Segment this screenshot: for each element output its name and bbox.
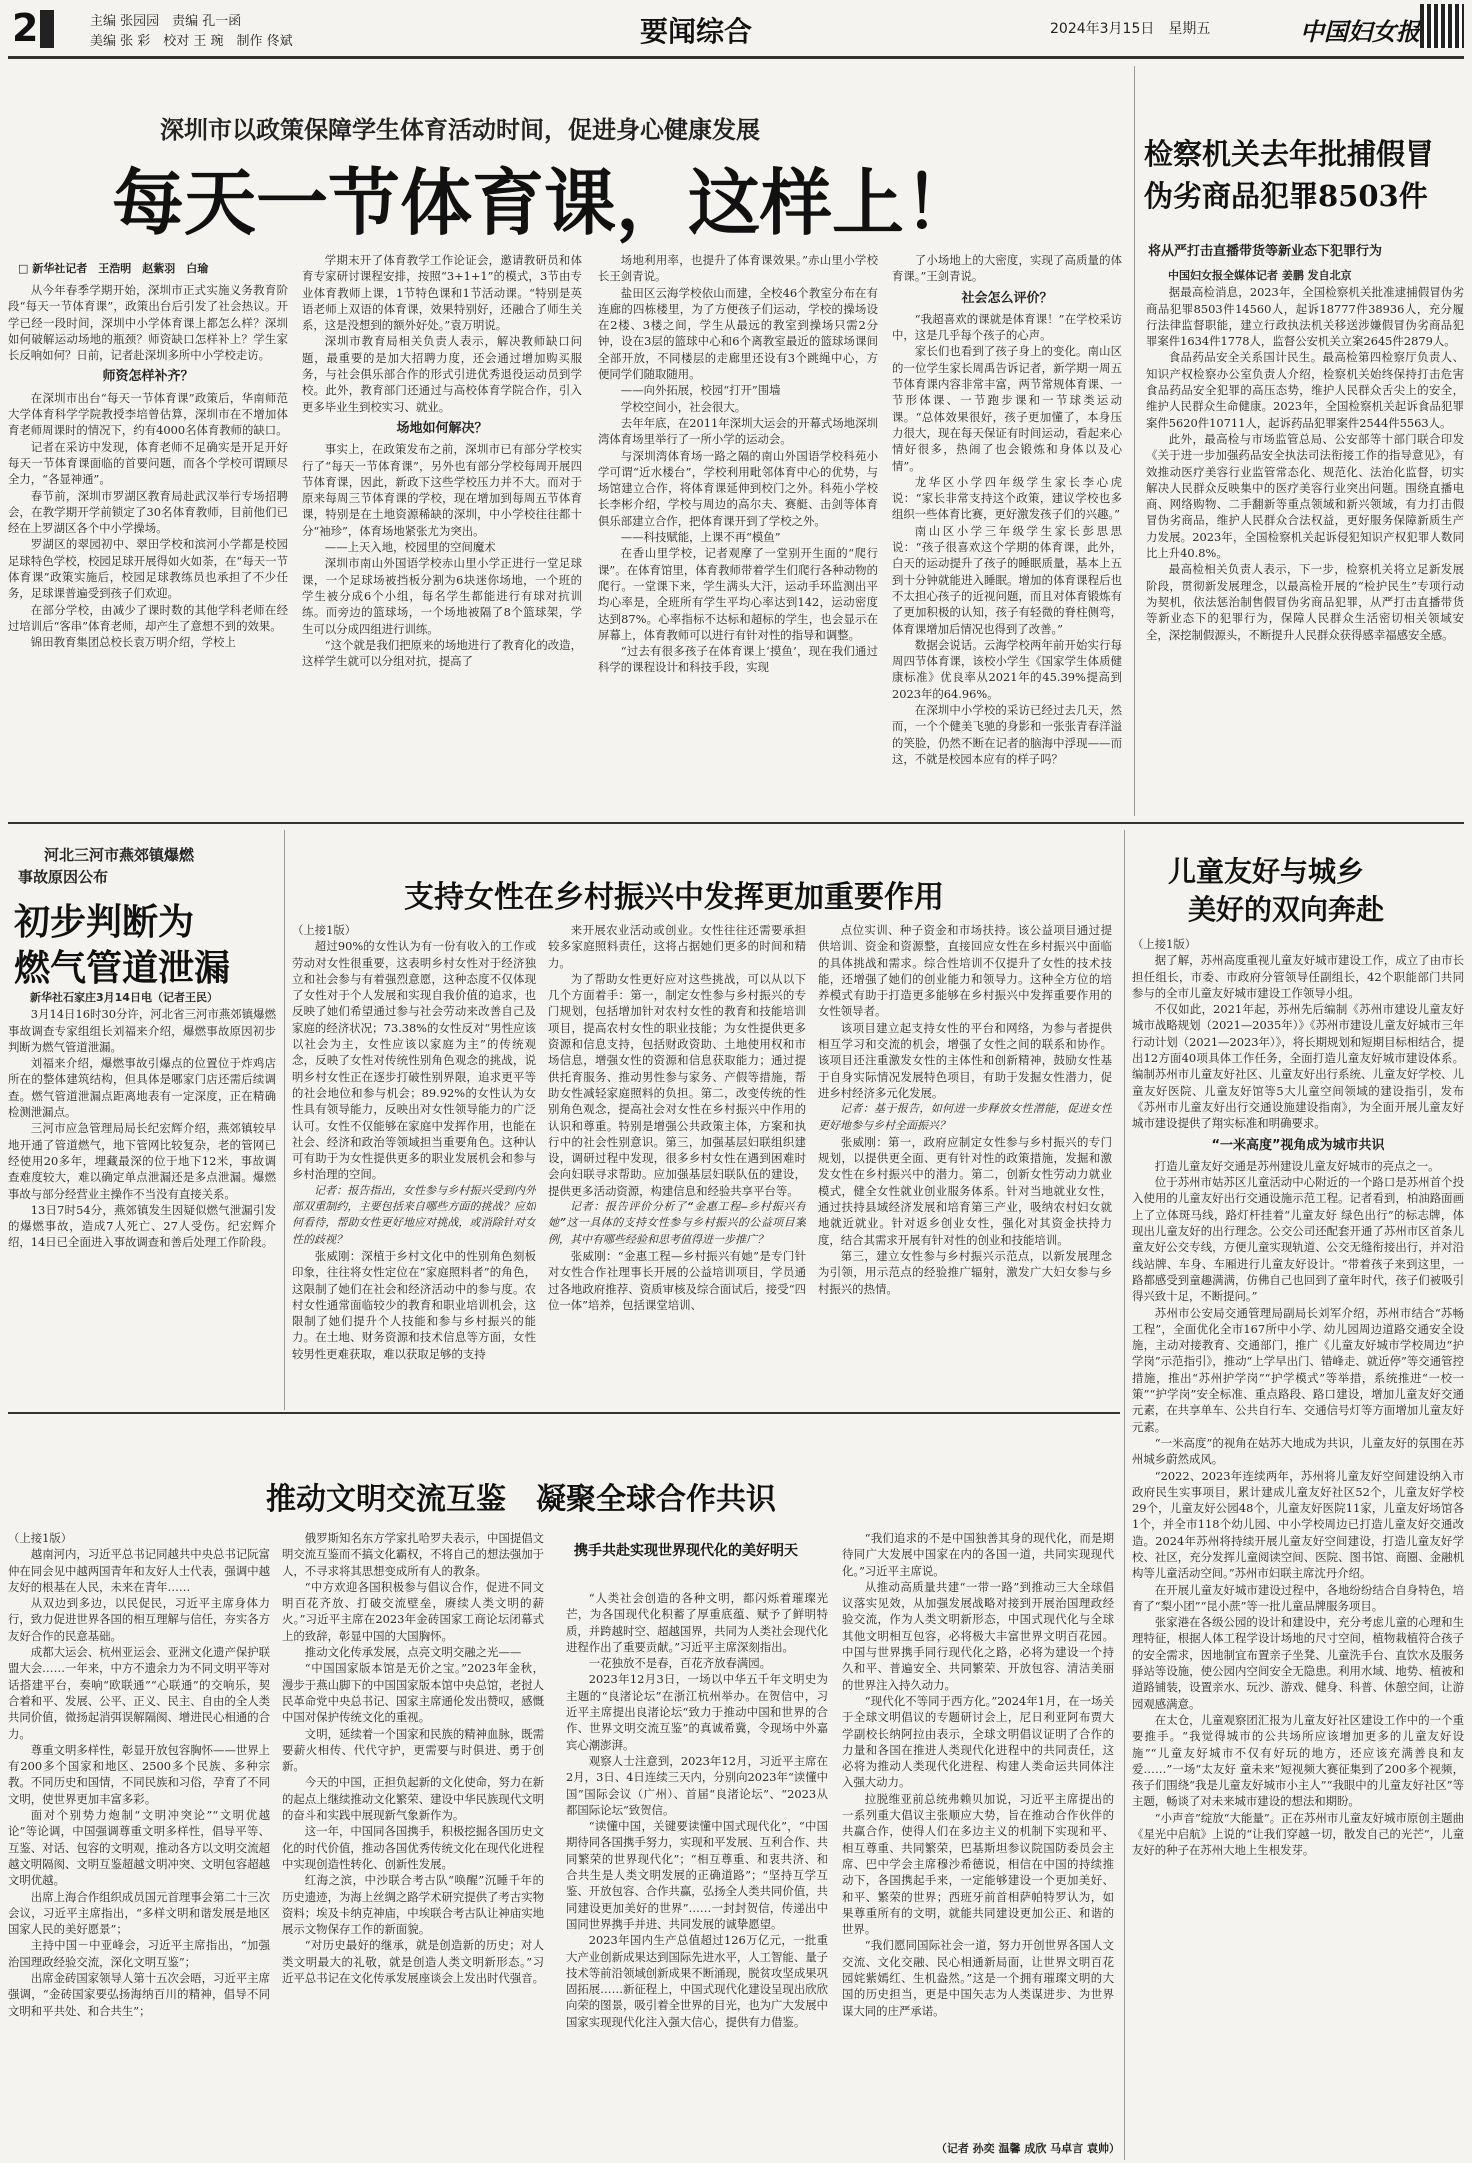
paragraph: 据最高检消息，2023年，全国检察机关批准逮捕假冒伪劣商品犯罪8503件14560人，起诉18777件38936人，充分履行法律监督职能，建立行政执法机关移送涉嫌假冒伪劣商品犯罪案件1634件1778人，监督公安机关立案2645件2879人。 xyxy=(1146,285,1464,349)
page-number-tab xyxy=(40,10,54,48)
continued-label: （上接1版） xyxy=(1132,937,1197,951)
paragraph: 出席上海合作组织成员国元首理事会第二十三次会议，习近平主席指出，“多样文明和谐发展是地区国家人民的美好愿景”； xyxy=(8,1889,270,1937)
women-column-2 xyxy=(548,922,806,1404)
lead-column-3 xyxy=(598,252,878,812)
paragraph: 从推动高质量共建“一带一路”到推动三大全球倡议落实见效，从加强发展战略对接到开展治国理政经验交流，作为人类文明新形态，中国式现代化与全球其他文明相互包容，必将极大丰富世界文明百花园。中国与世界携手同行现代化之路，必将为建设一个持久和平、普遍安全、共同繁荣、开放包容、清洁美丽的世界注入持久动力。 xyxy=(842,1579,1114,1692)
paragraph: 在香山里学校，记者观摩了一堂别开生面的“爬行课”。在体育馆里，体育教师带着学生们爬行各种动物的爬行。一堂课下来，学生满头大汗，运动手环监测出平均心率是，全班所有学生平均心率达到142，运动密度达到87%。心率指标不达标和超标的学生，也会显示在屏幕上，体育教师可以进行有针对性的指导和调整。 xyxy=(598,546,878,642)
section-rule xyxy=(8,1412,1120,1414)
hebei-kicker-line-1: 河北三河市燕郊镇爆燃 xyxy=(44,846,195,864)
paragraph: 张威刚：第一，政府应制定女性参与乡村振兴的专门规划，以提供更全面、更有针对性的政策措施，发掘和激发女性在乡村振兴中的潜力。第二，创新女性劳动力就业模式，健全女性就业创业服务体系。针对当地就业女性，通过扶持县域经济发展和培育第三产业，吸纳农村妇女就地就近就业。针对返乡创业女性，强化对其资金扶持力度，结合其需求开展有针对性的创业和技能培训。 xyxy=(818,1134,1112,1247)
paragraph: 张威刚：深植于乡村文化中的性别角色刻板印象，往往将女性定位在“家庭照料者”的角色，这限制了她们在社会和经济活动中的参与度。农村女性通常面临较少的教育和职业培训机会，这限制了她们提升个人技能和参与乡村振兴的能力。在土地、财务资源和技术信息等方面，女性较男性更难获取，难以获取足够的支持 xyxy=(292,1248,536,1361)
civ-column-1 xyxy=(8,1530,270,2158)
paragraph: 从今年春季学期开始，深圳市正式实施义务教育阶段“每天一节体育课”，政策出台后引发了社会热议。开学已经一段时间，深圳中小学体育课上都怎么样？深圳如何破解运动场地的瓶颈？师资缺口怎样补上？学生家长反响如何？日前，记者赴深圳多所中小学校走访。 xyxy=(8,283,288,363)
paragraph: 最高检相关负责人表示，下一步，检察机关将立足新发展阶段，贯彻新发展理念，以最高检开展的“检护民生”专项行动为契机，依法惩治制售假冒伪劣商品犯罪，从严打击直播带货等新业态下的犯罪行为，保障人民群众生活密切相关领域安全，深挖制假源头，不断提升人民群众获得感幸福感安全感。 xyxy=(1146,562,1464,642)
paragraph: 该项目建立起支持女性的平台和网络，为参与者提供相互学习和交流的机会，增强了女性之间的联系和协作。该项目还注重激发女性的主体性和创新精神，鼓励女性基于自身实际情况发展特色项目，有助于发掘女性潜力，促进乡村经济多元化发展。 xyxy=(818,1020,1112,1100)
paragraph: 南山区小学三年级学生家长彭思思说：“孩子很喜欢这个学期的体育课，此外，白天的运动提升了孩子的睡眠质量，基本上五到十分钟就能进入睡眠。增加的体育课程后也不太担心孩子的近视问题，而且对体育锻炼有了更加积极的认知，孩子有轻微的脊柱侧弯，体育课增加后情况也得到了改善。” xyxy=(892,523,1122,636)
lead-column-2 xyxy=(302,252,582,812)
question: 记者：报告指出，女性参与乡村振兴受到内外部双重制约，主要包括来自哪些方面的挑战？应如何看待，帮助女性更好地应对挑战，或消除针对女性的歧视？ xyxy=(292,1183,536,1246)
paragraph: 来开展农业活动或创业。女性往往还需要承担较多家庭照料责任，这将占据她们更多的时间和精力。 xyxy=(548,923,806,970)
paragraph: 此外，最高检与市场监管总局、公安部等十部门联合印发《关于进一步加强药品安全执法司法衔接工作的指导意见》，有效推动医疗美容行业监管常态化、规范化、法治化监督，切实解决人民群众反映集中的医疗美容行业突出问题。围绕直播电商、网络购物、二手翻新等重点领域和新兴领域，有力打击假冒伪劣商品，维护人民群众合法权益，更好服务保障新质生产力发展。2023年，全国检察机关起诉侵犯知识产权犯罪人数同比上升40.8%。 xyxy=(1146,431,1464,561)
column-divider xyxy=(284,830,285,1410)
paragraph: 推动文化传承发展，点亮文明交融之光—— xyxy=(304,1645,522,1660)
paragraph: 春节前，深圳市罗湖区教育局赴武汉举行专场招聘会，在教学期开学前锁定了30名体育教师，目前他们已经在上罗湖区各个中小学操场。 xyxy=(8,488,288,536)
paragraph: 去年年底，在2011年深圳大运会的开幕式场地深圳湾体育场里举行了一所小学的运动会。 xyxy=(598,415,878,447)
paragraph: 面对个别势力炮制“文明冲突论”“文明优越论”等论调，中国强调尊重文明多样性，倡导平等、互鉴、对话、包容的文明观，推动各方以文明交流超越文明隔阂、文明互鉴超越文明冲突、文明包容超越文明优越。 xyxy=(8,1808,270,1888)
paragraph: 苏州市公安局交通管理局副局长刘军介绍，苏州市结合“苏畅工程”，全面优化全市167所中小学、幼儿园周边道路交通安全设施，主动对接教育、交通部门，推广《儿童友好城市学校周边“护学岗”示范指引》，推动“上学早出门、错峰走、就近停”等交通管控措施，推出“苏州护学岗”“护学模式”等举措，系统推进“一校一策”“护学岗”安全标准、重点路段、路口建设，增加儿童友好交通元素，在共享单车、公共自行车、交通信号灯等方面增加儿童友好元素。 xyxy=(1132,1305,1464,1434)
civ-column-4 xyxy=(842,1530,1114,2142)
paragraph: 深圳市教育局相关负责人表示，解决教师缺口问题，最重要的是加大招聘力度，还会通过增加购买服务，与社会俱乐部合作的形式引进优秀退役运动员到学校。此外，教育部门还通过与高校体育学院合作，引入更多毕业生到校实习、就业。 xyxy=(302,334,582,414)
paragraph: “一米高度”的视角在姑苏大地成为共识，儿童友好的氛围在苏州城乡蔚然成风。 xyxy=(1132,1435,1464,1467)
issue-date: 2024年3月15日 星期五 xyxy=(1050,21,1211,37)
paragraph: “小声音”绽放“大能量”。正在苏州市儿童友好城市原创主题曲《星光中启航》上说的“让我们穿越一切，散发自己的光芒”，儿童友好的种子在苏州大地上生根发芽。 xyxy=(1132,1810,1464,1858)
paragraph: 观察人士注意到，2023年12月，习近平主席在2月，3日、4日连续三天内，分别向2023年“读懂中国”国际会议（广州）、首届“良渚论坛”、“2023从都国际论坛”致贺信。 xyxy=(566,1753,828,1817)
paragraph: 锦田教育集团总校长袁万明介绍，学校上 xyxy=(30,635,236,650)
paragraph: “中方欢迎各国积极参与倡议合作，促进不同文明百花齐放、打破交流壁垒，赓续人类文明的薪火。”习近平主席在2023年金砖国家工商论坛闭幕式上的致辞，彰显中国的大国胸怀。 xyxy=(282,1579,544,1643)
paragraph: 三河市应急管理局局长纪宏辉介绍，燕郊镇较早地开通了管道燃气，地下管网比较复杂，老的管网已经使用20多年，埋藏最深的位于地下12米，事故调查难度较大，难以确定单点泄漏还是多点泄漏。爆燃事故与部分经营业主操作不当没有直接关系。 xyxy=(8,1121,276,1201)
paragraph: 不仅如此，2021年起，苏州先后编制《苏州市建设儿童友好城市战略规划（2021—2035年）》《苏州市建设儿童友好城市三年行动计划（2021—2023年）》，将长期规划和短期目标相结合，提出12方面40项具体工作任务，全面打造儿童友好城市建设体系。编制苏州市儿童友好社区、儿童友好出行系统、儿童友好学校、儿童友好医院、儿童友好馆等5大儿童空间领域的建设指引，发布《苏州市儿童友好出行交通设施建设指南》，为全面开展儿童友好城市建设提供了翔实标准和明确要求。 xyxy=(1132,1002,1464,1131)
paragraph: 刘福来介绍，爆燃事故引爆点的位置位于炸鸡店所在的整体建筑结构，但具体是哪家门店还需后续调查。燃气管道泄漏点距离地表有一定深度，正在精确检测泄漏点。 xyxy=(8,1056,276,1120)
paragraph: “2022、2023年连续两年，苏州将儿童友好空间建设纳入市政府民生实事项目，累计建成儿童友好社区52个，儿童友好学校29个，儿童友好公园48个，儿童友好医院11家，儿童友好场馆各1个，并全市118个幼儿园、中小学校周边已打造儿童友好交通改造。2024年苏州将持续开展儿童友好空间建设，打造儿童友好学校、社区，充分发挥儿童阅读空间、医院、图书馆、商圈、金融机构等儿童活动空间。”苏州市妇联主席沈丹介绍。 xyxy=(1132,1468,1464,1581)
paragraph: “读懂中国，关键要读懂中国式现代化”，“中国期待同各国携手努力，实现和平发展、互利合作、共同繁荣的世界现代化”；“相互尊重、和衷共济、和合共生是人类文明发展的正确道路”；“坚持互学互鉴、开放包容、合作共赢，弘扬全人类共同价值，共同建设更加美好的世界”……一封封贺信，传递出中国同世界携手并进、共同发展的诚挚愿望。 xyxy=(566,1819,828,1931)
qr-code-icon xyxy=(1420,4,1464,48)
hebei-title-line-2: 燃气管道泄漏 xyxy=(14,947,231,989)
paragraph: “对历史最好的继承，就是创造新的历史；对人类文明最大的礼敬，就是创造人类文明新形态。”习近平总书记在文化传承发展座谈会上发出时代强音。 xyxy=(282,1938,544,1986)
paragraph: “我们追求的不是中国独善其身的现代化，而是期待同广大发展中国家在内的各国一道，共同实现现代化。”习近平主席说。 xyxy=(842,1531,1114,1578)
women-column-3 xyxy=(818,922,1112,1404)
paragraph: 在太仓，儿童观察团汇报为儿童友好社区建设工作中的一个重要推手。“我觉得城市的公共场所应该增加更多的儿童友好设施”“儿童友好城市不仅有好玩的地方，还应该充满善良和友爱……”一场“太友好 童未来”短视频大赛征集到了200多个视频，孩子们围绕“我是儿童友好城市小主人”“我眼中的儿童友好社区”等主题，畅谈了对未来城市建设的想法和期盼。 xyxy=(1132,1712,1464,1809)
paragraph: “过去有很多孩子在体育课上‘摸鱼’，现在我们通过科学的课程设计和科技手段，实现 xyxy=(598,644,878,675)
paragraph: 在开展儿童友好城市建设过程中，各地纷纷结合自身特色，培育了“梨小团”“昆小蔗”等一批儿童品牌服务项目。 xyxy=(1132,1582,1464,1613)
question: 记者：基于报告，如何进一步释放女性潜能，促进女性更好地参与乡村全面振兴？ xyxy=(818,1102,1112,1132)
question: 记者：报告评价分析了“金惠工程—乡村振兴有她”这一具体的支持女性参与乡村振兴的公益项目案例，其中有哪些经验和思考值得进一步推广？ xyxy=(548,1200,806,1246)
lead-title: 每天一节体育课，这样上！ xyxy=(112,160,977,245)
column-divider xyxy=(1134,66,1135,816)
paragraph: 今天的中国，正担负起新的文化使命，努力在新的起点上继续推动文化繁荣、建设中华民族现代文明的奋斗和实践中展现新气象新作为。 xyxy=(282,1775,544,1823)
subheading: “一米高度”视角成为城市共识 xyxy=(1211,1137,1385,1153)
paragraph: 成都大运会、杭州亚运会、亚洲文化遗产保护联盟大会……一年来，中方不遗余力为不同文明平等对话搭建平台，奏响“欧联通”“心联通”的交响乐，契合着和平、发展、公平、正义、民主、自由的全人类共同价值，微扬起消弭误解隔阂、增进民心相通的合力。 xyxy=(8,1645,270,1741)
civ-column-2 xyxy=(282,1530,544,2158)
paragraph: “人类社会创造的各种文明，都闪烁着璀璨光芒，为各国现代化积蓄了厚重底蕴、赋予了鲜明特质，并跨越时空、超越国界，共同为人类社会现代化进程作出了重要贡献。”习近平主席深刻指出。 xyxy=(566,1591,828,1654)
paragraph: 红海之滨，中沙联合考古队“唤醒”沉睡千年的历史遗迹，为海上丝绸之路学术研究提供了考古实物资料；埃及卡纳克神庙，中埃联合考古队让神庙实地展示文物保存工作的新面貌。 xyxy=(282,1873,544,1937)
paragraph: 打造儿童友好交通是苏州建设儿童友好城市的亮点之一。 xyxy=(1154,1158,1440,1173)
paragraph: “这个就是我们把原来的场地进行了教育化的改造，这样学生就可以分组对抗，提高了 xyxy=(302,637,582,669)
paragraph: 位于苏州市姑苏区儿童活动中心附近的一个路口是苏州首个投入使用的儿童友好出行交通设施示范工程。记者看到，柏油路面画上了立体斑马线，路灯杆挂着“儿童友好 绿色出行”的标志牌，体现出儿童友好的出行理念。公交公司还配套开通了苏州市区首条儿童友好公交专线，方便儿童实现轨道、公交无缝衔接出行，并对沿线站牌、车身、车厢进行儿童友好设计。“带着孩子来到这里，一路都感受到童趣满满，仿佛自己也回到了童年时代，孩子们被吸引得兴致十足，不断提问。” xyxy=(1132,1175,1464,1304)
paragraph: 食品药品安全关系国计民生。最高检第四检察厅负责人、知识产权检察办公室负责人介绍，检察机关始终保持打击危害食品药品安全犯罪的高压态势，维护人民群众舌尖上的安全，维护人民群众生命健康。2023年，全国检察机关起诉食品犯罪案件5620件10711人，起诉药品犯罪案件2544件5563人。 xyxy=(1146,350,1464,430)
civ-subheading: 携手共赴实现世界现代化的美好明天 xyxy=(574,1543,798,1559)
paragraph: 数据会说话。云海学校两年前开始实行每周四节体育课，该校小学生《国家学生体质健康标准》优良率从2021年的45.39%提高到2023年的64.96%。 xyxy=(892,637,1122,701)
paragraph: 13日7时54分，燕郊镇发生因疑似燃气泄漏引发的爆燃事故，造成7人死亡、27人受伤。纪宏辉介绍，14日已全面进入事故调查和善后处理工作阶段。 xyxy=(8,1202,276,1250)
hebei-body xyxy=(8,990,276,1400)
paper-name: 中国妇女报 xyxy=(1300,18,1420,46)
paragraph: 学校空间小，社会很大。 xyxy=(620,399,747,414)
paragraph: 记者在采访中发现，体育老师不足确实是开足开好每天一节体育课面临的首要问题，而各个学校可谓顾尽全力，“各显神通”。 xyxy=(8,439,288,487)
paragraph: 家长们也看到了孩子身上的变化。南山区的一位学生家长周禹告诉记者，新学期一周五节体育课内容非常丰富，两节常规体育课、一节形体课、一节跑步课和一节球类运动课。“总体效果很好，孩子更加懂了，本身压力很大，现在每天保证有时间运动，看起来心情好很多，热闹了也会锻炼和身体以及心情”。 xyxy=(892,344,1122,473)
paragraph: 尊重文明多样性，彰显开放包容胸怀——世界上有200多个国家和地区、2500多个民族、多种宗教。不同历史和国情，不同民族和习俗，孕育了不同文明，使世界更加丰富多彩。 xyxy=(8,1742,270,1806)
byline: 中国妇女报全媒体记者 姜鹏 发自北京 xyxy=(1168,269,1352,282)
paragraph: 一花独放不是春，百花齐放春满园。 xyxy=(588,1656,772,1671)
paragraph: 超过90%的女性认为有一份有收入的工作或劳动对女性很重要，这表明乡村女性对于经济独立和社会参与有着强烈意愿，这种态度不仅体现了女性对于个人发展和实现自我价值的追求，也反映了她们希望通过参与社会劳动来改善自己及家庭的经济状况；73.38%的女性反对“男性应该以社会为主，女性应该以家庭为主”的传统观念，反映了女性对传统性别角色观念的挑战，说明乡村女性正在逐步打破性别界限，追求更平等的社会地位和参与机会；89.92%的女性认为女性具有领导能力，反映出对女性领导能力的广泛认可。女性不仅能够在家庭中发挥作用，也能在社会、经济和政治等领域担当重要角色。这种认可有助于为女性提供更多的职业发展机会和参与乡村治理的空间。 xyxy=(292,939,536,1182)
paragraph: “现代化不等同于西方化。”2024年1月，在一场关于全球文明倡议的专题研讨会上，尼日利亚阿布贾大学副校长纳阿拉由表示，全球文明倡议证明了合作的力量和各国在推进人类现代化进程中的共同责任，这必将为推动人类现代化进程、构建人类命运共同体注入强大动力。 xyxy=(842,1693,1114,1790)
lead-kicker: 深圳市以政策保障学生体育活动时间，促进身心健康发展 xyxy=(160,116,760,144)
paragraph: 张威刚：“金惠工程—乡村振兴有她”是专门针对女性合作社理事长开展的公益培训项目，学员通过各地政府推荐、资质审核及综合面试后，接受“四位一体”培养，包括课堂培训、 xyxy=(548,1248,806,1312)
paragraph: 点位实训、种子资金和市场扶持。该公益项目通过提供培训、资金和资源整，直接回应女性在乡村振兴中面临的具体挑战和需求。综合性培训不仅提升了女性的技术技能，还增强了她们的创业能力和领导力。这种全方位的培养模式有助于打造更多能够在乡村振兴中发挥重要作用的女性领导者。 xyxy=(818,923,1112,1019)
civ-title: 推动文明交流互鉴 凝聚全球合作共识 xyxy=(266,1482,776,1517)
hebei-kicker-line-2: 事故原因公布 xyxy=(18,868,109,886)
paragraph: ——向外拓展，校园“打开”围墙 xyxy=(620,383,781,398)
subheading: 师资怎样补齐？ xyxy=(102,369,194,385)
paragraph: 据了解，苏州高度重视儿童友好城市建设工作，成立了由市长担任组长，市委、市政府分管领导任副组长，42个职能部门共同参与的全市儿童友好城市建设工作领导小组。 xyxy=(1132,953,1464,1000)
paragraph: “我超喜欢的课就是体育课！”在学校采访中，这是几乎每个孩子的心声。 xyxy=(892,311,1122,343)
paragraph: 深圳市南山外国语学校赤山里小学正进行一堂足球课，一个足球场被挡板分割为6块迷你场地，一个班的学生被分成6个小组，每名学生都能进行有球对抗训练。而旁边的篮球场，一个场地被隔了8个篮球架，学生可以分成四组进行训练。 xyxy=(302,556,582,636)
masthead xyxy=(0,0,1472,62)
procuratorate-title-line-1: 检察机关去年批捕假冒 xyxy=(1144,137,1435,171)
paragraph: 2023年12月3日，一场以中华五千年文明史为主题的“良渚论坛”在浙江杭州举办。在贺信中，习近平主席提出良渚论坛“致力于推动中国和世界的合作、世界文明交流互鉴”的真诚希冀，令现场中外嘉宾心潮澎湃。 xyxy=(566,1672,828,1752)
continued-label: （上接1版） xyxy=(292,923,357,937)
paragraph: 与深圳湾体育场一路之隔的南山外国语学校科苑小学可谓“近水楼台”，学校利用毗邻体育中心的优势，与场馆建立合作，将体育课延伸到校门之外。科苑小学校长李彬介绍，学校与周边的高尔夫、赛艇、击剑等体育俱乐部建立合作，把体育课开到了学校之外。 xyxy=(598,448,878,528)
hebei-title-line-1: 初步判断为 xyxy=(14,901,195,943)
procuratorate-title-line-2: 伪劣商品犯罪8503件 xyxy=(1144,179,1428,213)
dateline: 新华社石家庄3月14日电（记者王民） xyxy=(30,991,218,1004)
paragraph: 盐田区云海学校依山而建，全校46个教室分布在有连廊的四栋楼里，为了方便孩子们运动，学校的操场设在2楼、3楼之间，学生从最远的教室到操场只需2分钟，设在3层的篮球中心和6个离教室最近的篮球场课间全部开放，不同楼层的走廊里还设有3个跳绳中心，方便同学们随取随用。 xyxy=(598,285,878,382)
procuratorate-body xyxy=(1146,268,1464,808)
children-title-line-1: 儿童友好与城乡 xyxy=(1168,855,1365,888)
paragraph: ——科技赋能，上课不再“模鱼” xyxy=(620,530,781,545)
paragraph: 第三，建立女性参与乡村振兴示范点，以新发展理念为引领，用示范点的经验推广辐射，激发广大妇女参与乡村振兴的热情。 xyxy=(818,1248,1112,1296)
paragraph: 事实上，在政策发布之前，深圳市已有部分学校实行了“每天一节体育课”，另外也有部分学校每周开展四节体育课，因此，新政下这些学校压力并不大。而对于原来每周三节体育课的学校，现在增加到每周五节体育课，特别是在土地资源稀缺的深圳，中小学校往往都十分“袖珍”，体育场地紧张尤为突出。 xyxy=(302,442,582,538)
editors-line-1: 主编 张园园 责编 孔一函 xyxy=(90,14,242,29)
paragraph: 学期末开了体育教学工作论证会，邀请教研员和体育专家研讨课程安排，按照“3+1+1”的模式，3节由专业体育教师上课，1节特色课和1节活动课。“特别是英语老师上双语的体育课，效果特别好，还融合了师生关系，这是没想到的额外好处。”袁万明说。 xyxy=(302,253,582,333)
paragraph: 场地利用率，也提升了体育课效果。”赤山里小学校长王剑青说。 xyxy=(598,253,878,284)
paragraph: 文明，延续着一个国家和民族的精神血脉，既需要薪火相传、代代守护，更需要与时俱进、勇于创新。 xyxy=(282,1726,544,1774)
paragraph: 俄罗斯知名东方学家扎哈罗夫表示，中国提倡文明交流互鉴而不搞文化霸权，不将自己的想法强加于人，不寻求将其思想变成所有人的教条。 xyxy=(282,1531,544,1578)
children-body xyxy=(1132,936,1464,2156)
paragraph: 罗湖区的翠园初中、翠田学校和滨河小学都是校园足球特色学校，校园足球开展得如火如荼，在“每天一节体育课”政策实施后，校园足球教练员也承担了不少任务，足球课普遍受到孩子们欢迎。 xyxy=(8,537,288,601)
children-title-line-2: 美好的双向奔赴 xyxy=(1188,893,1385,926)
paragraph: 张家港在各级公园的设计和建设中，充分考虑儿童的心理和生理特征，根据人体工程学设计场地的尺寸空间，植物栽植符合孩子的安全需求，因地制宜布置亲子坐凳、儿童洗手台、直饮水及服务驿站等设施，使公园内空间安全无隐患。利用水域、地势、植被和道路铺装，设置亲水、玩沙、游戏、健身、科普、休憩空间，让游园观感满意。 xyxy=(1132,1615,1464,1711)
column-divider xyxy=(1124,830,1125,2160)
paragraph: 龙华区小学四年级学生家长李心虎说：“家长非常支持这个政策，建议学校也多组织一些体育比赛，更好激发孩子们的兴趣。” xyxy=(892,474,1122,522)
subheading: 场地如何解决？ xyxy=(396,420,488,436)
lead-byline: □ 新华社记者 王浩明 赵紫羽 白瑜 xyxy=(18,262,209,275)
paragraph: 在深圳中小学校的采访已经过去几天，然而，一个个健美飞驰的身影和一张张青春洋溢的笑脸，仍然不断在记者的脑海中浮现——而这，不就是校园本应有的样子吗？ xyxy=(892,703,1122,766)
paragraph: ——上天入地，校园里的空间魔术 xyxy=(324,540,496,555)
continued-label: （上接1版） xyxy=(8,1531,73,1545)
paragraph: “我们愿同国际社会一道，努力开创世界各国人文交流、文化交融、民心相通新局面，让世界文明百花园姹紫嫣红、生机盎然。”这是一个拥有璀璨文明的大国的历史担当，更是中国矢志为人类谋进步、为世界谋大同的庄严承诺。 xyxy=(842,1938,1114,2018)
lead-column-1 xyxy=(8,282,288,812)
paragraph: 在深圳市出台“每天一节体育课”政策后，华南师范大学体育科学学院教授李培曾估算，深圳市在不增加体育老师周课时的情况下，约有4000名体育教师的缺口。 xyxy=(8,390,288,438)
paragraph: “中国国家版本馆是无价之宝。”2023年金秋，漫步于燕山脚下的中国国家版本馆中央总馆，老挝人民革命党中央总书记、国家主席通伦发出赞叹，感慨中国对保护传统文化的重视。 xyxy=(282,1661,544,1725)
paragraph: 出席金砖国家领导人第十五次会晤，习近平主席强调，“金砖国家要弘扬海纳百川的精神，倡导不同文明和平共处、和合共生”； xyxy=(8,1971,270,2018)
women-title: 支持女性在乡村振兴中发挥更加重要作用 xyxy=(404,880,944,915)
lead-column-4 xyxy=(892,252,1122,812)
paragraph: 越南河内，习近平总书记同越共中央总书记阮富仲在同会见中越两国青年和友好人士代表，强调中越友好的根基在人民，未来在青年…… xyxy=(8,1547,270,1594)
paragraph: 这一年，中国同各国携手，积极挖掘各国历史文化的时代价值，推动各国优秀传统文化在现代化进程中实现创造性转化、创新性发展。 xyxy=(282,1824,544,1871)
women-column-1 xyxy=(292,922,536,1404)
paragraph: 2023年国内生产总值超过126万亿元，一批重大产业创新成果达到国际先进水平，人工智能、量子技术等前沿领域创新成果不断涌现，脱贫攻坚成果巩固拓展……新征程上，中国式现代化建设呈现出欣欣向荣的图景，吸引着全世界的目光，也为广大发展中国家实现现代化注入强大信心，提供有力借鉴。 xyxy=(566,1933,828,2029)
paragraph: 为了帮助女性更好应对这些挑战，可以从以下几个方面着手：第一，制定女性参与乡村振兴的专门规划，包括增加针对农村女性的教育和技能培训项目，提高农村女性的职业技能；为女性提供更多资源和信息支持，包括财政资助、土地使用权和市场信息，增强女性的资源和信息获取能力；通过提供托育服务、推动男性参与家务、产假等措施，帮助女性减轻家庭照料的负担。第二，改变传统的性别角色观念，提高社会对女性在乡村振兴中作用的认识和尊重。特别是增强公共政策主体，方案和执行中的社会性别意识。第三，加强基层妇联组织建设，调研过程中发现，很多乡村女性在遇到困难时会向妇联寻求帮助。应加强基层妇联队伍的建设，提供更多活动资源，构建信息和经验共享平台等。 xyxy=(548,971,806,1198)
paragraph: 3月14日16时30分许，河北省三河市燕郊镇爆燃事故调查专家组组长刘福来介绍，爆燃事故原因初步判断为燃气管道泄漏。 xyxy=(8,1007,276,1054)
paragraph: 了小场地上的大密度，实现了高质量的体育课。”王剑青说。 xyxy=(892,253,1122,284)
section-title: 要闻综合 xyxy=(640,15,753,48)
masthead-rule xyxy=(8,56,1464,59)
subheading: 社会怎么评价？ xyxy=(961,290,1053,306)
paragraph: 从双边到多边，以民促民，习近平主席身体力行，致力促进世界各国的相互理解与信任，夯实各方友好合作的民意基础。 xyxy=(8,1596,270,1643)
paragraph: 在部分学校，由减少了课时数的其他学科老师在经过培训后“客串”体育老师，却产生了意想不到的效果。 xyxy=(8,602,288,633)
procuratorate-subtitle: 将从严打击直播带货等新业态下犯罪行为 xyxy=(1148,244,1383,259)
civ-reporters: （记者 孙奕 温馨 成欣 马卓言 袁帅） xyxy=(935,2142,1120,2155)
page-number: 2 xyxy=(12,6,39,50)
civ-column-3 xyxy=(566,1590,828,2158)
paragraph: 拉脱维亚前总统弗赖贝加说，习近平主席提出的一系列重大倡议主张顺应大势，旨在推动合作伙伴的共赢合作，使得人们在多边主义的机制下实现和平、相互尊重、共同繁荣，巴基斯坦参议院国防委员会主席、巴中学会主席穆沙希德说，相信在中国的持续推动下，各国携起手来，一定能够建设一个更加美好、和平、繁荣的世界；西班牙前首相萨帕特罗认为，如果尊重所有的文明，就能共同建设更加公正、和谐的世界。 xyxy=(842,1791,1114,1937)
paragraph: 主持中国－中亚峰会，习近平主席指出，“加强治国理政经验交流，深化文明互鉴”； xyxy=(8,1938,270,1969)
section-rule xyxy=(8,822,1464,824)
editors-line-2: 美编 张 彩 校对 王 琬 制作 佟斌 xyxy=(90,34,293,49)
